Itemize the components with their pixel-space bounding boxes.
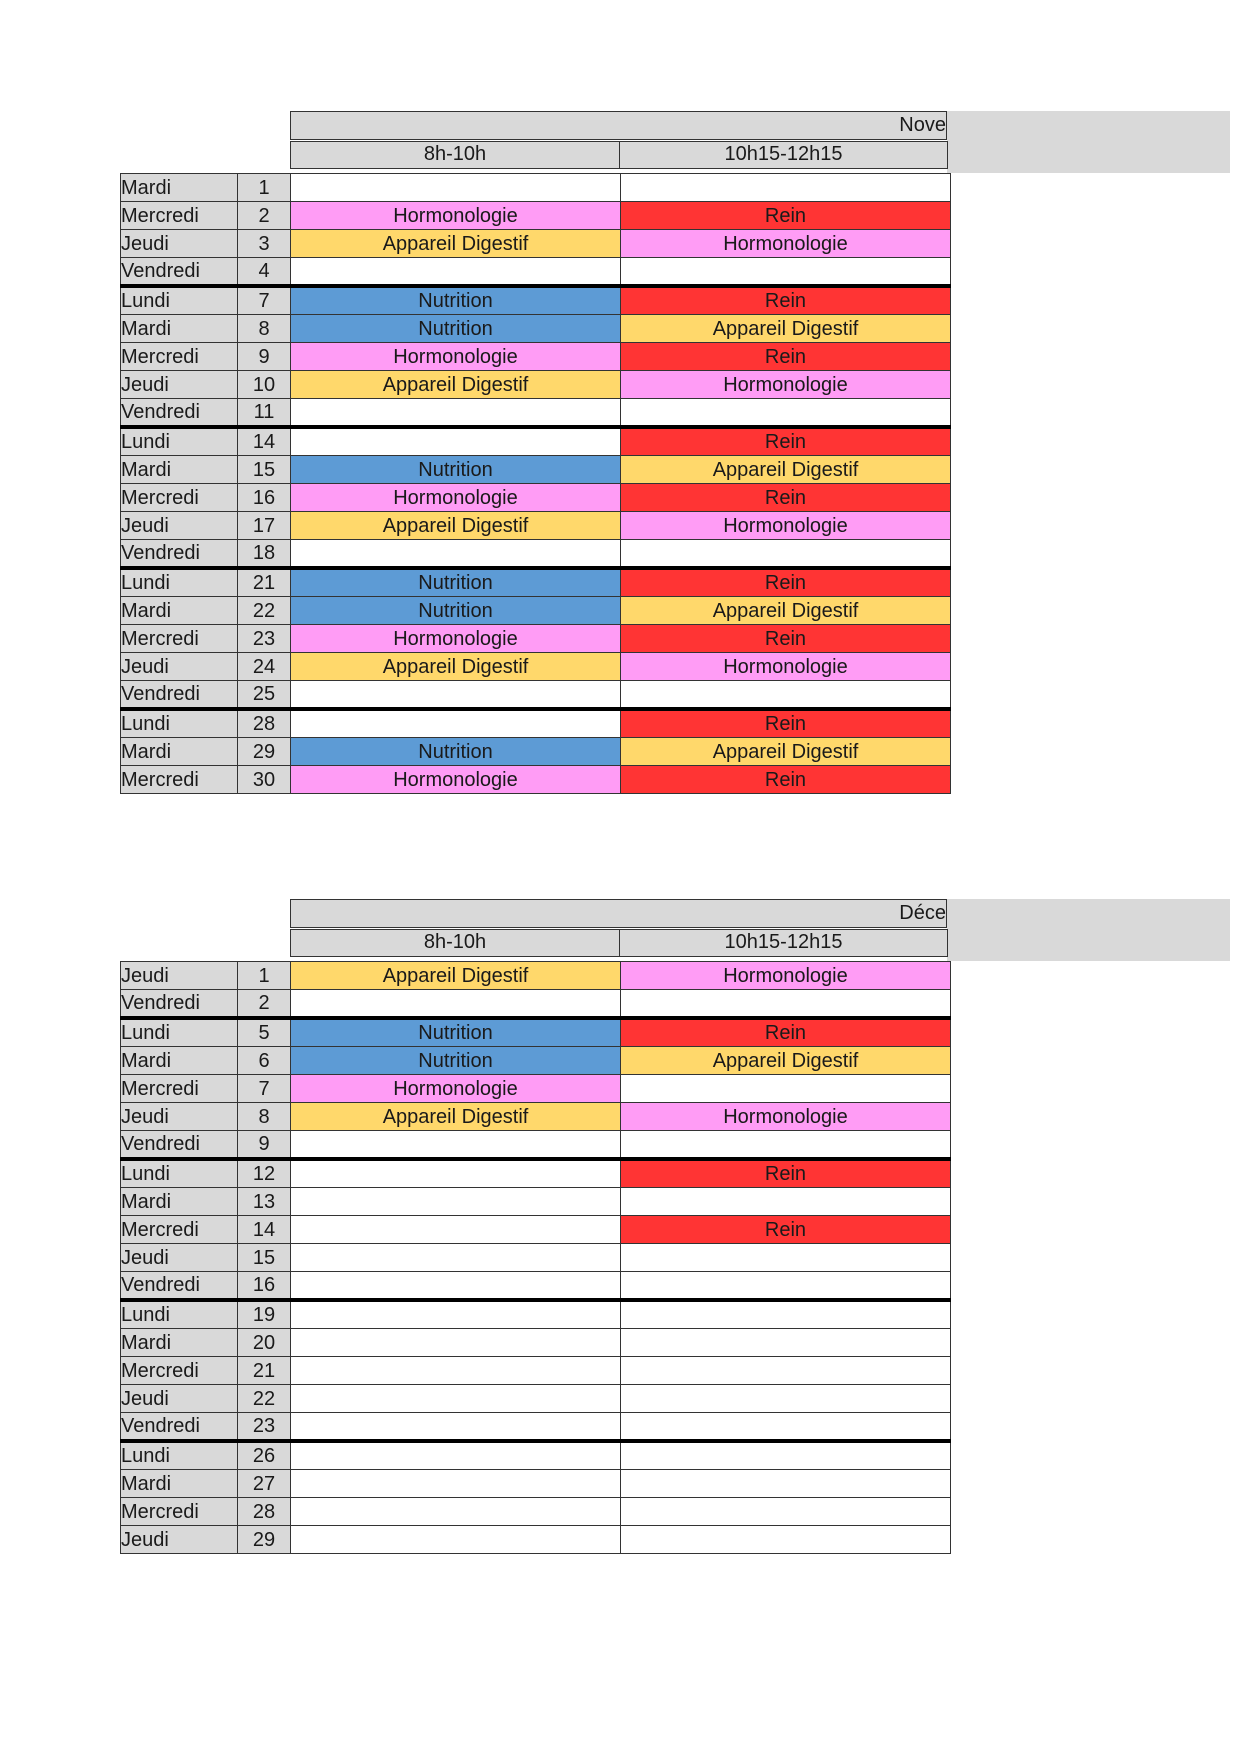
day-number-cell[interactable]: 14 bbox=[238, 1216, 291, 1244]
slot-10h15-12h15-cell[interactable] bbox=[621, 1526, 951, 1554]
slot-10h15-12h15-cell[interactable]: Appareil Digestif bbox=[621, 315, 951, 343]
day-number-cell[interactable]: 15 bbox=[238, 1244, 291, 1272]
table-row bbox=[121, 1385, 951, 1413]
month-title: Déce bbox=[290, 899, 947, 928]
day-name-cell[interactable]: Mardi bbox=[121, 456, 238, 484]
table-row bbox=[121, 456, 951, 484]
day-name-cell[interactable]: Lundi bbox=[121, 1018, 238, 1047]
slot-10h15-12h15-cell[interactable] bbox=[621, 174, 951, 202]
day-name-cell[interactable]: Mardi bbox=[121, 1470, 238, 1498]
slot-8h-10h-cell[interactable]: Nutrition bbox=[291, 568, 621, 597]
slot-10h15-12h15-cell[interactable]: Hormonologie bbox=[621, 512, 951, 540]
table-row bbox=[121, 1526, 951, 1554]
table-row bbox=[121, 230, 951, 258]
day-number-cell[interactable]: 21 bbox=[238, 1357, 291, 1385]
day-number-cell[interactable]: 30 bbox=[238, 766, 291, 794]
slot-10h15-12h15-cell[interactable]: Rein bbox=[621, 1159, 951, 1188]
table-row bbox=[121, 1498, 951, 1526]
slot-10h15-12h15-cell[interactable] bbox=[621, 990, 951, 1019]
slot-8h-10h-cell[interactable] bbox=[291, 990, 621, 1019]
slot-10h15-12h15-cell[interactable] bbox=[621, 1300, 951, 1329]
day-name-cell[interactable]: Lundi bbox=[121, 1159, 238, 1188]
slot-10h15-12h15-cell[interactable]: Appareil Digestif bbox=[621, 1047, 951, 1075]
slot-10h15-12h15-cell[interactable]: Rein bbox=[621, 343, 951, 371]
day-number-cell[interactable]: 17 bbox=[238, 512, 291, 540]
slot-8h-10h-cell[interactable] bbox=[291, 399, 621, 428]
slot-10h15-12h15-cell[interactable] bbox=[621, 540, 951, 569]
slot-8h-10h-cell[interactable] bbox=[291, 258, 621, 287]
day-name-cell[interactable]: Mardi bbox=[121, 1188, 238, 1216]
table-row bbox=[121, 738, 951, 766]
slot-8h-10h-cell[interactable]: Nutrition bbox=[291, 597, 621, 625]
table-row bbox=[121, 286, 951, 315]
slot-8h-10h-cell[interactable]: Nutrition bbox=[291, 1018, 621, 1047]
slot-8h-10h-cell[interactable] bbox=[291, 540, 621, 569]
day-number-cell[interactable]: 22 bbox=[238, 1385, 291, 1413]
table-row bbox=[121, 512, 951, 540]
day-name-cell[interactable]: Mercredi bbox=[121, 343, 238, 371]
slot-10h15-12h15-cell[interactable]: Rein bbox=[621, 625, 951, 653]
slot-header-morning: 8h-10h bbox=[290, 141, 620, 169]
header-grey-band bbox=[947, 899, 1230, 961]
table-row bbox=[121, 202, 951, 230]
table-row bbox=[121, 399, 951, 428]
slot-10h15-12h15-cell[interactable] bbox=[621, 1357, 951, 1385]
table-row bbox=[121, 568, 951, 597]
table-row bbox=[121, 709, 951, 738]
day-number-cell[interactable]: 7 bbox=[238, 1075, 291, 1103]
slot-10h15-12h15-cell[interactable]: Rein bbox=[621, 286, 951, 315]
day-name-cell[interactable]: Vendredi bbox=[121, 1272, 238, 1301]
slot-10h15-12h15-cell[interactable]: Hormonologie bbox=[621, 371, 951, 399]
month-title: Nove bbox=[290, 111, 947, 140]
table-row bbox=[121, 258, 951, 287]
table-row bbox=[121, 625, 951, 653]
slot-10h15-12h15-cell[interactable]: Rein bbox=[621, 568, 951, 597]
day-name-cell[interactable]: Mercredi bbox=[121, 1498, 238, 1526]
day-name-cell[interactable]: Vendredi bbox=[121, 1413, 238, 1442]
slot-8h-10h-cell[interactable] bbox=[291, 427, 621, 456]
table-row bbox=[121, 1357, 951, 1385]
day-number-cell[interactable]: 10 bbox=[238, 371, 291, 399]
day-number-cell[interactable]: 26 bbox=[238, 1441, 291, 1470]
day-name-cell[interactable]: Jeudi bbox=[121, 230, 238, 258]
slot-10h15-12h15-cell[interactable]: Hormonologie bbox=[621, 962, 951, 990]
slot-header-morning: 8h-10h bbox=[290, 929, 620, 957]
slot-10h15-12h15-cell[interactable]: Rein bbox=[621, 709, 951, 738]
table-row bbox=[121, 1131, 951, 1160]
slot-10h15-12h15-cell[interactable] bbox=[621, 681, 951, 710]
table-row bbox=[121, 174, 951, 202]
day-name-cell[interactable]: Lundi bbox=[121, 286, 238, 315]
slot-8h-10h-cell[interactable]: Hormonologie bbox=[291, 1075, 621, 1103]
day-name-cell[interactable]: Lundi bbox=[121, 1300, 238, 1329]
day-name-cell[interactable]: Lundi bbox=[121, 1441, 238, 1470]
day-number-cell[interactable]: 27 bbox=[238, 1470, 291, 1498]
slot-10h15-12h15-cell[interactable]: Rein bbox=[621, 766, 951, 794]
day-name-cell[interactable]: Mardi bbox=[121, 315, 238, 343]
day-number-cell[interactable]: 20 bbox=[238, 1329, 291, 1357]
table-row bbox=[121, 1103, 951, 1131]
day-name-cell[interactable]: Mercredi bbox=[121, 1075, 238, 1103]
slot-8h-10h-cell[interactable]: Appareil Digestif bbox=[291, 653, 621, 681]
day-number-cell[interactable]: 21 bbox=[238, 568, 291, 597]
slot-8h-10h-cell[interactable]: Nutrition bbox=[291, 738, 621, 766]
day-number-cell[interactable]: 6 bbox=[238, 1047, 291, 1075]
slot-8h-10h-cell[interactable] bbox=[291, 1441, 621, 1470]
day-number-cell[interactable]: 29 bbox=[238, 1526, 291, 1554]
slot-8h-10h-cell[interactable] bbox=[291, 681, 621, 710]
day-number-cell[interactable]: 1 bbox=[238, 174, 291, 202]
slot-10h15-12h15-cell[interactable]: Hormonologie bbox=[621, 230, 951, 258]
day-name-cell[interactable]: Mardi bbox=[121, 1329, 238, 1357]
day-number-cell[interactable]: 16 bbox=[238, 1272, 291, 1301]
day-name-cell[interactable]: Jeudi bbox=[121, 1385, 238, 1413]
day-name-cell[interactable]: Lundi bbox=[121, 709, 238, 738]
slot-10h15-12h15-cell[interactable]: Rein bbox=[621, 1216, 951, 1244]
day-number-cell[interactable]: 3 bbox=[238, 230, 291, 258]
slot-8h-10h-cell[interactable]: Hormonologie bbox=[291, 343, 621, 371]
day-number-cell[interactable]: 8 bbox=[238, 315, 291, 343]
table-row bbox=[121, 990, 951, 1019]
slot-8h-10h-cell[interactable]: Appareil Digestif bbox=[291, 962, 621, 990]
day-name-cell[interactable]: Vendredi bbox=[121, 990, 238, 1019]
day-number-cell[interactable]: 2 bbox=[238, 990, 291, 1019]
day-name-cell[interactable]: Mercredi bbox=[121, 766, 238, 794]
slot-8h-10h-cell[interactable] bbox=[291, 1526, 621, 1554]
slot-10h15-12h15-cell[interactable]: Appareil Digestif bbox=[621, 597, 951, 625]
day-number-cell[interactable]: 19 bbox=[238, 1300, 291, 1329]
table-row bbox=[121, 653, 951, 681]
day-number-cell[interactable]: 16 bbox=[238, 484, 291, 512]
slot-10h15-12h15-cell[interactable] bbox=[621, 1470, 951, 1498]
day-number-cell[interactable]: 24 bbox=[238, 653, 291, 681]
table-row bbox=[121, 681, 951, 710]
slot-10h15-12h15-cell[interactable] bbox=[621, 1498, 951, 1526]
slot-8h-10h-cell[interactable] bbox=[291, 1300, 621, 1329]
day-name-cell[interactable]: Mercredi bbox=[121, 202, 238, 230]
slot-8h-10h-cell[interactable]: Appareil Digestif bbox=[291, 371, 621, 399]
day-number-cell[interactable]: 11 bbox=[238, 399, 291, 428]
day-name-cell[interactable]: Jeudi bbox=[121, 962, 238, 990]
table-row bbox=[121, 1272, 951, 1301]
day-name-cell[interactable]: Mardi bbox=[121, 738, 238, 766]
table-row bbox=[121, 540, 951, 569]
day-number-cell[interactable]: 1 bbox=[238, 962, 291, 990]
day-number-cell[interactable]: 5 bbox=[238, 1018, 291, 1047]
day-number-cell[interactable]: 9 bbox=[238, 1131, 291, 1160]
slot-10h15-12h15-cell[interactable] bbox=[621, 1131, 951, 1160]
day-number-cell[interactable]: 8 bbox=[238, 1103, 291, 1131]
slot-8h-10h-cell[interactable] bbox=[291, 1470, 621, 1498]
slot-8h-10h-cell[interactable]: Nutrition bbox=[291, 456, 621, 484]
slot-8h-10h-cell[interactable] bbox=[291, 1244, 621, 1272]
day-name-cell[interactable]: Lundi bbox=[121, 568, 238, 597]
slot-10h15-12h15-cell[interactable]: Rein bbox=[621, 484, 951, 512]
day-name-cell[interactable]: Vendredi bbox=[121, 258, 238, 287]
table-row bbox=[121, 343, 951, 371]
slot-10h15-12h15-cell[interactable] bbox=[621, 1244, 951, 1272]
table-row bbox=[121, 371, 951, 399]
slot-10h15-12h15-cell[interactable] bbox=[621, 1385, 951, 1413]
day-name-cell[interactable]: Mercredi bbox=[121, 1357, 238, 1385]
slot-8h-10h-cell[interactable] bbox=[291, 1272, 621, 1301]
table-row bbox=[121, 1075, 951, 1103]
day-name-cell[interactable]: Jeudi bbox=[121, 371, 238, 399]
slot-8h-10h-cell[interactable] bbox=[291, 174, 621, 202]
day-name-cell[interactable]: Jeudi bbox=[121, 653, 238, 681]
table-row bbox=[121, 1018, 951, 1047]
table-row bbox=[121, 1159, 951, 1188]
day-number-cell[interactable]: 22 bbox=[238, 597, 291, 625]
slot-10h15-12h15-cell[interactable]: Hormonologie bbox=[621, 653, 951, 681]
slot-10h15-12h15-cell[interactable]: Appareil Digestif bbox=[621, 738, 951, 766]
slot-10h15-12h15-cell[interactable] bbox=[621, 1413, 951, 1442]
day-name-cell[interactable]: Vendredi bbox=[121, 540, 238, 569]
slot-8h-10h-cell[interactable]: Hormonologie bbox=[291, 202, 621, 230]
slot-10h15-12h15-cell[interactable]: Hormonologie bbox=[621, 1103, 951, 1131]
slot-8h-10h-cell[interactable] bbox=[291, 709, 621, 738]
slot-8h-10h-cell[interactable]: Hormonologie bbox=[291, 766, 621, 794]
day-name-cell[interactable]: Jeudi bbox=[121, 1103, 238, 1131]
day-name-cell[interactable]: Jeudi bbox=[121, 512, 238, 540]
day-number-cell[interactable]: 13 bbox=[238, 1188, 291, 1216]
day-name-cell[interactable]: Mercredi bbox=[121, 1216, 238, 1244]
table-row bbox=[121, 1441, 951, 1470]
slot-10h15-12h15-cell[interactable] bbox=[621, 1441, 951, 1470]
day-number-cell[interactable]: 12 bbox=[238, 1159, 291, 1188]
slot-8h-10h-cell[interactable]: Appareil Digestif bbox=[291, 230, 621, 258]
day-name-cell[interactable]: Jeudi bbox=[121, 1244, 238, 1272]
slot-8h-10h-cell[interactable]: Appareil Digestif bbox=[291, 512, 621, 540]
schedule-table-december bbox=[120, 961, 951, 1554]
day-name-cell[interactable]: Lundi bbox=[121, 427, 238, 456]
slot-8h-10h-cell[interactable]: Nutrition bbox=[291, 315, 621, 343]
table-row bbox=[121, 1300, 951, 1329]
table-row bbox=[121, 1244, 951, 1272]
slot-10h15-12h15-cell[interactable] bbox=[621, 258, 951, 287]
slot-8h-10h-cell[interactable] bbox=[291, 1385, 621, 1413]
day-name-cell[interactable]: Mercredi bbox=[121, 625, 238, 653]
day-number-cell[interactable]: 23 bbox=[238, 1413, 291, 1442]
slot-header-late-morning: 10h15-12h15 bbox=[619, 141, 948, 169]
table-row bbox=[121, 315, 951, 343]
day-number-cell[interactable]: 7 bbox=[238, 286, 291, 315]
table-row bbox=[121, 597, 951, 625]
slot-8h-10h-cell[interactable] bbox=[291, 1329, 621, 1357]
slot-10h15-12h15-cell[interactable]: Rein bbox=[621, 427, 951, 456]
table-row bbox=[121, 484, 951, 512]
table-row bbox=[121, 766, 951, 794]
day-number-cell[interactable]: 28 bbox=[238, 709, 291, 738]
slot-10h15-12h15-cell[interactable] bbox=[621, 1075, 951, 1103]
day-number-cell[interactable]: 28 bbox=[238, 1498, 291, 1526]
slot-8h-10h-cell[interactable] bbox=[291, 1413, 621, 1442]
day-name-cell[interactable]: Vendredi bbox=[121, 681, 238, 710]
slot-10h15-12h15-cell[interactable] bbox=[621, 1188, 951, 1216]
day-name-cell[interactable]: Vendredi bbox=[121, 399, 238, 428]
slot-8h-10h-cell[interactable]: Hormonologie bbox=[291, 625, 621, 653]
table-row bbox=[121, 1047, 951, 1075]
slot-8h-10h-cell[interactable] bbox=[291, 1357, 621, 1385]
table-row bbox=[121, 962, 951, 990]
table-row bbox=[121, 1188, 951, 1216]
day-name-cell[interactable]: Mardi bbox=[121, 174, 238, 202]
day-number-cell[interactable]: 2 bbox=[238, 202, 291, 230]
slot-8h-10h-cell[interactable]: Hormonologie bbox=[291, 484, 621, 512]
day-name-cell[interactable]: Mercredi bbox=[121, 484, 238, 512]
table-row bbox=[121, 1216, 951, 1244]
day-name-cell[interactable]: Vendredi bbox=[121, 1131, 238, 1160]
table-row bbox=[121, 1470, 951, 1498]
slot-10h15-12h15-cell[interactable]: Appareil Digestif bbox=[621, 456, 951, 484]
slot-8h-10h-cell[interactable] bbox=[291, 1188, 621, 1216]
slot-10h15-12h15-cell[interactable] bbox=[621, 399, 951, 428]
day-number-cell[interactable]: 15 bbox=[238, 456, 291, 484]
slot-8h-10h-cell[interactable]: Nutrition bbox=[291, 286, 621, 315]
table-row bbox=[121, 1413, 951, 1442]
day-name-cell[interactable]: Mardi bbox=[121, 597, 238, 625]
header-grey-band bbox=[947, 111, 1230, 173]
slot-8h-10h-cell[interactable] bbox=[291, 1498, 621, 1526]
slot-8h-10h-cell[interactable]: Appareil Digestif bbox=[291, 1103, 621, 1131]
day-number-cell[interactable]: 23 bbox=[238, 625, 291, 653]
table-row bbox=[121, 427, 951, 456]
day-number-cell[interactable]: 18 bbox=[238, 540, 291, 569]
slot-8h-10h-cell[interactable] bbox=[291, 1216, 621, 1244]
day-number-cell[interactable]: 25 bbox=[238, 681, 291, 710]
slot-header-late-morning: 10h15-12h15 bbox=[619, 929, 948, 957]
slot-10h15-12h15-cell[interactable] bbox=[621, 1272, 951, 1301]
table-row bbox=[121, 1329, 951, 1357]
slot-10h15-12h15-cell[interactable] bbox=[621, 1329, 951, 1357]
day-name-cell[interactable]: Jeudi bbox=[121, 1526, 238, 1554]
slot-10h15-12h15-cell[interactable]: Rein bbox=[621, 1018, 951, 1047]
slot-10h15-12h15-cell[interactable]: Rein bbox=[621, 202, 951, 230]
schedule-table-november bbox=[120, 173, 951, 794]
day-number-cell[interactable]: 29 bbox=[238, 738, 291, 766]
day-name-cell[interactable]: Mardi bbox=[121, 1047, 238, 1075]
slot-8h-10h-cell[interactable] bbox=[291, 1159, 621, 1188]
day-number-cell[interactable]: 14 bbox=[238, 427, 291, 456]
slot-8h-10h-cell[interactable] bbox=[291, 1131, 621, 1160]
day-number-cell[interactable]: 9 bbox=[238, 343, 291, 371]
day-number-cell[interactable]: 4 bbox=[238, 258, 291, 287]
slot-8h-10h-cell[interactable]: Nutrition bbox=[291, 1047, 621, 1075]
